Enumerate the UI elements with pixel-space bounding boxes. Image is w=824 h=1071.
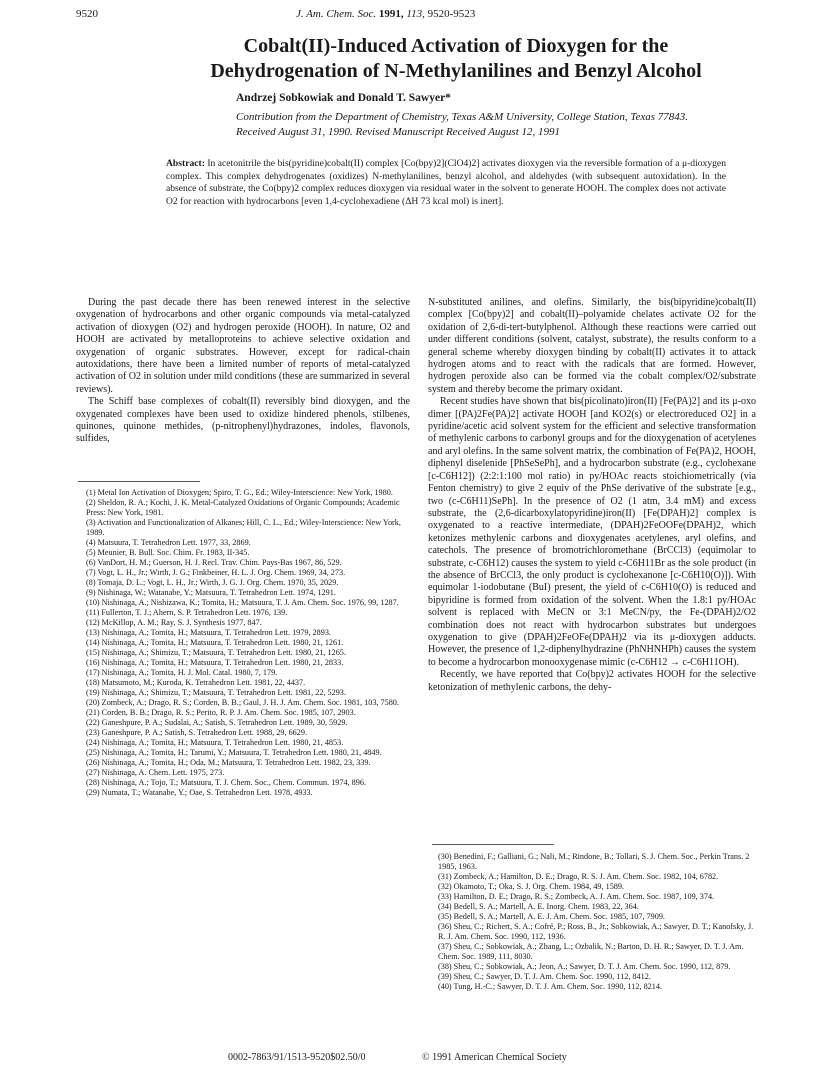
reference-item: (25) Nishinaga, A.; Tomita, H.; Tarumi, Y.; Matsuura, T. Tetrahedron Lett. 1980, 21, 4849.: [86, 748, 382, 757]
reference-item: (31) Zombeck, A.; Hamilton, D. E.; Drago, R. S. J. Am. Chem. Soc. 1982, 104, 6782.: [438, 872, 719, 881]
references-right: [428, 852, 756, 992]
reference-item: (13) Nishinaga, A.; Tomita, H.; Matsuura, T. Tetrahedron Lett. 1979, 2893.: [86, 628, 331, 637]
author-list: Andrzej Sobkowiak and Donald T. Sawyer*: [236, 92, 451, 104]
title-line-1: Cobalt(II)-Induced Activation of Dioxygen for the: [243, 35, 669, 57]
reference-item: (21) Corden, B. B.; Drago, R. S.; Perito, R. P. J. Am. Chem. Soc. 1985, 107, 2903.: [86, 708, 356, 717]
reference-item: (20) Zombeck, A.; Drago, R. S.; Corden, B. B.; Gaul, J. H. J. Am. Chem. Soc. 1981, 103, 7580.: [86, 698, 399, 707]
reference-item: (18) Matsumoto, M.; Kuroda, K. Tetrahedron Lett. 1981, 22, 4437.: [86, 678, 306, 687]
footnote-divider: [432, 844, 554, 845]
reference-item: (17) Nishinaga, A.; Tomita, H. J. Mol. Catal. 1980, 7, 179.: [86, 668, 278, 677]
reference-item: (32) Okamoto, T.; Oka, S. J. Org. Chem. 1984, 49, 1589.: [438, 882, 625, 891]
running-head-volume: 113,: [406, 8, 425, 20]
reference-item: (11) Fullerton, T. J.; Ahern, S. P. Tetrahedron Lett. 1976, 139.: [86, 608, 288, 617]
reference-item: (37) Sheu, C.; Sobkowiak, A.; Zhang, L.; Ozbalik, N.; Barton, D. H. R.; Sawyer, D. T. J. Am. Chem. Soc. 1989, 111, 8030.: [438, 942, 744, 961]
abstract-text: In acetonitrile the bis(pyridine)cobalt(II) complex [Co(bpy)2](ClO4)2] activates dioxygen via the reversible formation of a μ-dioxygen complex. This complex dehydrogenates (oxidizes) N-methylanilines, benzyl alcohol, and aldehydes (with subsequent autoxidation). In the absence of substrate, the Co(bpy)2 complex reduces dioxygen via residual water in the solvent to generate HOOH. The complex does not activate O2 for reaction with hydrocarbons [even 1,4-cyclohexadiene (ΔH 73 kcal mol) is inert].: [166, 158, 726, 207]
reference-item: (35) Bedell, S. A.; Martell, A. E. J. Am. Chem. Soc. 1985, 107, 7909.: [438, 912, 665, 921]
reference-item: (16) Nishinaga, A.; Tomita, H.; Matsuura, T. Tetrahedron Lett. 1980, 21, 2833.: [86, 658, 344, 667]
abstract: [166, 158, 726, 208]
reference-item: (2) Sheldon, R. A.; Kochi, J. K. Metal-Catalyzed Oxidations of Organic Compounds; Academic Press: New York, 1981.: [86, 498, 400, 517]
affiliation: Contribution from the Department of Chemistry, Texas A&M University, College Station, Texas 77843. Received August 31, 1990. Revised Manuscript Received August 12, 1991: [236, 111, 689, 138]
running-head-year: 1991,: [378, 8, 404, 20]
reference-item: (9) Nishinaga, W.; Watanabe, Y.; Matsuura, T. Tetrahedron Lett. 1974, 1291.: [86, 588, 336, 597]
footer-code: 0002-7863/91/1513-9520$02.50/0: [228, 1052, 366, 1063]
reference-item: (5) Meunier, B. Bull. Soc. Chim. Fr. 1983, II-345.: [86, 548, 250, 557]
body-column-right: [428, 297, 756, 694]
reference-item: (6) VanDort, H. M.; Guerson, H. J. Recl. Trav. Chim. Pays-Bas 1967, 86, 529.: [86, 558, 342, 567]
references-left: [76, 488, 410, 798]
reference-item: (14) Nishinaga, A.; Tomita, H.; Matsuura, T. Tetrahedron Lett. 1980, 21, 1261.: [86, 638, 344, 647]
reference-item: (15) Nishinaga, A.; Shimizu, T.; Matsuura, T. Tetrahedron Lett. 1980, 21, 1265.: [86, 648, 346, 657]
reference-item: (8) Tomaja, D. L.; Vogt, L. H., Jr.; Wirth, J. G. J. Org. Chem. 1970, 35, 2029.: [86, 578, 339, 587]
reference-item: (40) Tung, H.-C.; Sawyer, D. T. J. Am. Chem. Soc. 1990, 112, 8214.: [438, 982, 662, 991]
reference-item: (3) Activation and Functionalization of Alkanes; Hill, C. L., Ed.; Wiley-Interscience: New York, 1989.: [86, 518, 401, 537]
footnote-divider: [78, 481, 200, 482]
reference-item: (36) Sheu, C.; Richert, S. A.; Cofré, P.; Ross, B., Jr.; Sobkowiak, A.; Sawyer, D. T.; Kanofsky, J. R. J. Am. Chem. Soc. 1990, 112, 1936.: [438, 922, 754, 941]
reference-item: (26) Nishinaga, A.; Tomita, H.; Oda, M.; Matsuura, T. Tetrahedron Lett. 1982, 23, 339.: [86, 758, 371, 767]
title-line-2: Dehydrogenation of N-Methylanilines and Benzyl Alcohol: [210, 60, 702, 82]
reference-item: (38) Sheu, C.; Sobkowiak, A.; Jeon, A.; Sawyer, D. T. J. Am. Chem. Soc. 1990, 112, 879.: [438, 962, 731, 971]
body-paragraph: Recently, we have reported that Co(bpy)2 activates HOOH for the selective ketonization of methylenic carbons, the dehy-: [428, 669, 756, 693]
page-number: 9520: [76, 8, 98, 20]
reference-item: (34) Bedell, S. A.; Martell, A. E. Inorg. Chem. 1983, 22, 364.: [438, 902, 639, 911]
reference-item: (28) Nishinaga, A.; Tojo, T.; Matsuura, T. J. Chem. Soc., Chem. Commun. 1974, 896.: [86, 778, 366, 787]
body-column-left: [76, 297, 410, 446]
article-title: [186, 34, 726, 84]
reference-item: (10) Nishinaga, A.; Nishizawa, K.; Tomita, H.; Matsuura, T. J. Am. Chem. Soc. 1976, 99, 1287.: [86, 598, 399, 607]
reference-item: (19) Nishinaga, A.; Shimizu, T.; Matsuura, T. Tetrahedron Lett. 1981, 22, 5293.: [86, 688, 346, 697]
reference-item: (24) Nishinaga, A.; Tomita, H.; Matsuura, T. Tetrahedron Lett. 1980, 21, 4853.: [86, 738, 344, 747]
reference-item: (33) Hamilton, D. E.; Drago, R. S.; Zombeck, A. J. Am. Chem. Soc. 1987, 109, 374.: [438, 892, 715, 901]
running-head-pages: 9520-9523: [427, 8, 476, 20]
body-paragraph: N-substituted anilines, and olefins. Similarly, the bis(bipyridine)cobalt(II) complex [Co(bpy)2] and cobalt(II)–polyamide chelates activate O2 for the oxidation of 2,6-di-tert-butylphenol. Although these reactions were carried out under different conditions (solvent, catalyst, substrate), the results conform to a general scheme whereby dioxygen binding by cobalt(II) activates it to attack hydrogen atoms and to react with the radicals that are formed. However, hydrogen peroxide also can be formed via the cobalt complex/O2/substrate system and thereby become the primary oxidant.: [428, 297, 756, 395]
reference-item: (7) Vogt, L. H., Jr.; Wirth, J. G.; Finkbeiner, H. L. J. Org. Chem. 1969, 34, 273.: [86, 568, 346, 577]
reference-item: (1) Metal Ion Activation of Dioxygen; Spiro, T. G., Ed.; Wiley-Interscience: New York, 1980.: [86, 488, 393, 497]
footer-copyright: © 1991 American Chemical Society: [422, 1052, 567, 1063]
reference-item: (30) Benedini, F.; Galliani, G.; Nali, M.; Rindone, B.; Tollari, S. J. Chem. Soc., Perkin Trans. 2 1985, 1963.: [438, 852, 750, 871]
reference-item: (27) Nishinaga, A. Chem. Lett. 1975, 273.: [86, 768, 225, 777]
body-paragraph: During the past decade there has been renewed interest in the selective oxygenation of hydrocarbons and other organic compounds via metal-catalyzed activation of dioxygen (O2) and hydrogen peroxide (HOOH). In nature, O2 and HOOH are activated by metalloproteins to achieve selective oxidation and oxygenation of organic substrates. However, except for radical-chain autoxidations, there have been a limited number of reports of metal-catalyzed activation of O2 in solution under mild conditions (these are summarized in several reviews).: [76, 297, 410, 395]
running-head: [296, 8, 475, 20]
reference-item: (29) Numata, T.; Watanabe, Y.; Oae, S. Tetrahedron Lett. 1978, 4933.: [86, 788, 313, 797]
abstract-label: Abstract:: [166, 158, 205, 169]
reference-item: (23) Ganeshpure, P. A.; Satish, S. Tetrahedron Lett. 1988, 29, 6629.: [86, 728, 307, 737]
reference-item: (12) McKillop, A. M.; Ray, S. J. Synthesis 1977, 847.: [86, 618, 262, 627]
reference-item: (4) Matsuura, T. Tetrahedron Lett. 1977, 33, 2869.: [86, 538, 251, 547]
body-paragraph: The Schiff base complexes of cobalt(II) reversibly bind dioxygen, and the oxygenated complexes have been used to oxidize hindered phenols, stilbenes, quinones, quinone methides, (p-nitrophenyl)hydrazones, indoles, flavonols, sulfides,: [76, 396, 410, 445]
reference-item: (22) Ganeshpure, P. A.; Sudalai, A.; Satish, S. Tetrahedron Lett. 1989, 30, 5929.: [86, 718, 348, 727]
body-paragraph: Recent studies have shown that bis(picolinato)iron(II) [Fe(PA)2] and its μ-oxo dimer [(PA)2Fe(PA)2] activate HOOH [and KO2(s) or electroreduced O2] in a pyridine/acetic acid solvent system for the efficient and selective transformation of methylenic carbons to carbonyl groups and for the dioxygenation of acetylenes and aryl olefins. In the same solvent matrix, the combination of Fe(PA)2, HOOH, diphenyl diselenide [PhSeSePh], and a hydrocarbon substrate (e.g., cyclohexane [c-C6H12]) (2:2:1:100 mol ratio) in py/HOAc reacts stoichiometrically (via Fenton chemistry) to give 2 equiv of the PhSe derivative of the substrate [e.g., two (c-C6H11)SePh]. In the presence of O2 (1 atm, 3.4 mM) and excess substrate, the (2,6-dicarboxylatopyridine)iron(II) [Fe(DPAH)2] complex is oxygenated to a reactive intermediate, (DPAH)2FeOOFe(DPAH)2, which ketonizes methylenic carbons and dioxygenates acetylenes, aryl olefins, and catechols. The presence of bromotrichloromethane (BrCCl3) (equimolar to substrate, c-C6H12) causes the system to yield c-C6H11Br as the sole product (in the absence of BrCCl3, the only product is cyclohexanone [c-C6H10(O)]). With equimolar 1-iodobutane (BuI) present, the yield of c-C6H10(O) is reduced and bipyridine is formed from oxidation of the solvent. When the 1.8:1 py/HOAc solvent is replaced with MeCN or 3:1 MeCN/py, the Fe-(DPAH)2/O2 combination does not react with hydrocarbon substrates but undergoes oxygenation to give (DPAH)2FeOFe(DPAH)2 via its μ-dioxygen adducts. However, the presence of 1,2-diphenylhydrazine (PhNHNHPh) causes the system to become a hydrocarbon monooxygenase mimic (c-C6H12 → c-C6H11OH).: [428, 396, 756, 668]
running-head-journal: J. Am. Chem. Soc.: [296, 8, 377, 20]
reference-item: (39) Sheu, C.; Sawyer, D. T. J. Am. Chem. Soc. 1990, 112, 8412.: [438, 972, 651, 981]
